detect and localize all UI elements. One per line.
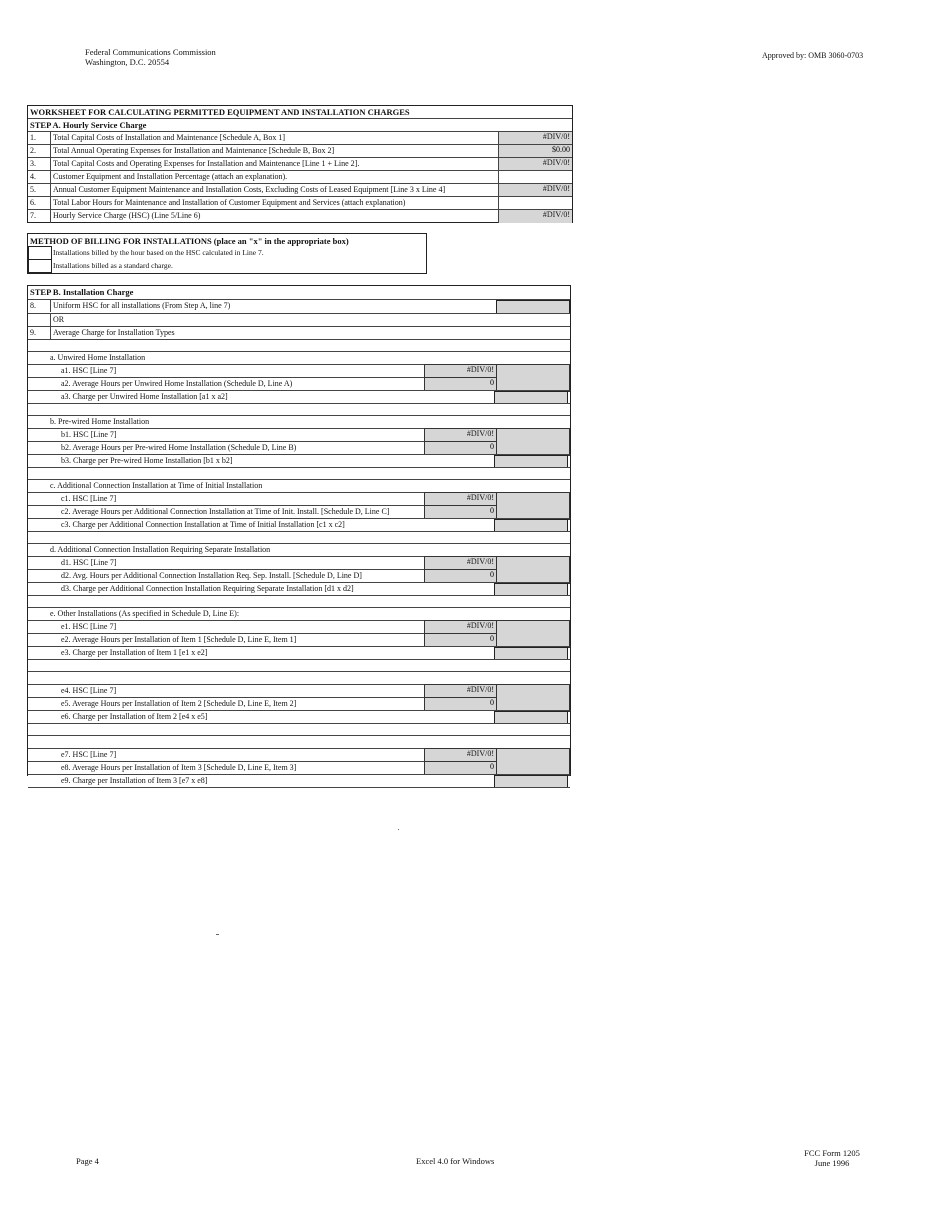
row-divider (28, 582, 570, 583)
row-divider (28, 595, 570, 596)
step-a-line-text: Total Annual Operating Expenses for Installation and Maintenance [Schedule B, Box 2] (53, 146, 335, 155)
charge-row-label: b3. Charge per Pre-wired Home Installation [b1 x b2] (61, 456, 233, 465)
hours-value-cell[interactable] (424, 505, 497, 519)
section-divider (28, 607, 570, 608)
section-divider (28, 351, 570, 352)
step-a-line-number: 2. (30, 146, 36, 155)
step-a-row (28, 183, 572, 197)
hours-value: 0 (490, 378, 494, 387)
step-a-title-row (28, 118, 572, 131)
scan-speck (398, 829, 399, 830)
hsc-value: #DIV/0! (466, 557, 494, 566)
software-label: Excel 4.0 for Windows (416, 1156, 495, 1166)
step-a-line-text: Total Capital Costs of Installation and Maintenance [Schedule A, Box 1] (53, 133, 286, 142)
step-a-line-number: 4. (30, 172, 36, 181)
section-divider (28, 671, 570, 672)
hsc-value: #DIV/0! (466, 685, 494, 694)
hsc-row-label: a1. HSC [Line 7] (61, 366, 117, 375)
hours-value: 0 (490, 698, 494, 707)
agency-address: Washington, D.C. 20554 (85, 57, 170, 67)
hours-value-cell[interactable] (424, 633, 497, 647)
hours-value-cell[interactable] (424, 441, 497, 455)
step-a-line-text: Total Capital Costs and Operating Expenses for Installation and Maintenance [Line 1 + Line 2]. (53, 159, 360, 168)
step-a-line-number: 6. (30, 198, 36, 207)
row-divider (28, 723, 570, 724)
hsc-row-label: e4. HSC [Line 7] (61, 686, 117, 695)
step-a-value: #DIV/0! (542, 210, 570, 219)
step-a-line-text: Customer Equipment and Installation Percentage (attach an explanation). (53, 172, 288, 181)
row-divider (28, 531, 570, 532)
hsc-row-label: d1. HSC [Line 7] (61, 558, 117, 567)
step-a-row (28, 144, 572, 158)
row-divider (28, 697, 424, 698)
hours-value-cell[interactable] (424, 569, 497, 583)
charge-row-label: e3. Charge per Installation of Item 1 [e1 x e2] (61, 648, 208, 657)
charge-row-label: c3. Charge per Additional Connection Installation at Time of Initial Installation [c1 x c2] (61, 520, 345, 529)
hours-value: 0 (490, 762, 494, 771)
hours-row-label: e8. Average Hours per Installation of Item 3 [Schedule D, Line E, Item 3] (61, 763, 297, 772)
step-a-row (28, 170, 572, 184)
step-a-line-text: Annual Customer Equipment Maintenance and Installation Costs, Excluding Costs of Leased Equipment [Line 3 x Line 4] (53, 185, 446, 194)
hsc-shaded-block (496, 364, 570, 392)
form-number: FCC Form 1205 (804, 1148, 860, 1158)
page-number: Page 4 (76, 1156, 99, 1166)
step-a-value: #DIV/0! (542, 158, 570, 167)
hsc-row-label: e1. HSC [Line 7] (61, 622, 117, 631)
line-8-num: 8. (30, 301, 36, 310)
step-a-row (28, 157, 572, 171)
section-divider (28, 415, 570, 416)
form-identifier (800, 1148, 864, 1168)
hsc-value-cell[interactable] (424, 556, 497, 570)
step-b-table (27, 285, 571, 785)
row-divider (28, 454, 570, 455)
charge-row-label: d3. Charge per Additional Connection Installation Requiring Separate Installation [d1 x d2] (61, 584, 354, 593)
step-a-value-cell[interactable] (498, 210, 572, 223)
section-divider (28, 543, 570, 544)
charge-row-label: a3. Charge per Unwired Home Installation [a1 x a2] (61, 392, 228, 401)
row-divider (28, 441, 424, 442)
step-a-line-text: Total Labor Hours for Maintenance and Installation of Customer Equipment and Services (attach explanation) (53, 198, 406, 207)
section-title: d. Additional Connection Installation Requiring Separate Installation (50, 545, 271, 554)
step-a-line-number: 5. (30, 185, 36, 194)
hours-row-label: d2. Avg. Hours per Additional Connection Installation Req. Sep. Install. [Schedule D, Line D] (61, 571, 362, 580)
hourly-billing-label: Installations billed by the hour based on the HSC calculated in Line 7. (53, 248, 264, 257)
hours-row-label: b2. Average Hours per Pre-wired Home Installation (Schedule D, Line B) (61, 443, 297, 452)
method-of-billing-box (27, 233, 427, 274)
agency-name: Federal Communications Commission (85, 47, 216, 57)
row-divider (28, 659, 570, 660)
form-date: June 1996 (814, 1158, 850, 1168)
section-title: b. Pre-wired Home Installation (50, 417, 150, 426)
row-divider (28, 390, 570, 391)
section-title: c. Additional Connection Installation at Time of Initial Installation (50, 481, 263, 490)
hsc-shaded-block (496, 620, 570, 648)
row-divider (28, 377, 424, 378)
line-9-num: 9. (30, 328, 36, 337)
hours-value: 0 (490, 570, 494, 579)
row-divider (28, 467, 570, 468)
hsc-shaded-block (496, 748, 570, 776)
standard-charge-label: Installations billed as a standard charge. (53, 261, 173, 270)
scan-speck (216, 934, 219, 935)
hsc-value-cell[interactable] (424, 428, 497, 442)
hours-value-cell[interactable] (424, 697, 497, 711)
standard-charge-checkbox[interactable] (28, 259, 52, 273)
step-a-line-number: 3. (30, 159, 36, 168)
hours-row-label: c2. Average Hours per Additional Connection Installation at Time of Init. Install. [Schedule D, Line C] (61, 507, 390, 516)
step-a-line-number: 1. (30, 133, 36, 142)
line-8-text: Uniform HSC for all installations (From Step A, line 7) (53, 301, 231, 310)
line-9-text: Average Charge for Installation Types (53, 328, 175, 337)
step-a-value: #DIV/0! (542, 132, 570, 141)
section-divider (28, 479, 570, 480)
hsc-shaded-block (496, 684, 570, 712)
step-a-row (28, 209, 572, 223)
hsc-value: #DIV/0! (466, 749, 494, 758)
section-divider (28, 735, 570, 736)
hours-value: 0 (490, 506, 494, 515)
omb-approval: Approved by: OMB 3060-0703 (762, 51, 864, 60)
hsc-value: #DIV/0! (466, 621, 494, 630)
charge-row-label: e9. Charge per Installation of Item 3 [e7 x e8] (61, 776, 208, 785)
agency-header (85, 47, 216, 67)
hours-row-label: e2. Average Hours per Installation of Item 1 [Schedule D, Line E, Item 1] (61, 635, 297, 644)
hours-value: 0 (490, 442, 494, 451)
hsc-shaded-block (496, 556, 570, 584)
step-a-row (28, 131, 572, 145)
row-divider (28, 569, 424, 570)
hours-row-label: e5. Average Hours per Installation of Item 2 [Schedule D, Line E, Item 2] (61, 699, 297, 708)
or-label: OR (53, 315, 65, 324)
hsc-value-cell[interactable] (424, 748, 497, 762)
step-a-title: STEP A. Hourly Service Charge (30, 120, 147, 130)
section-title: a. Unwired Home Installation (50, 353, 146, 362)
step-a-value: #DIV/0! (542, 184, 570, 193)
method-title: METHOD OF BILLING FOR INSTALLATIONS (place an "x" in the appropriate box) (30, 236, 349, 246)
section-title: e. Other Installations (As specified in Schedule D, Line E): (50, 609, 240, 618)
hsc-row-label: b1. HSC [Line 7] (61, 430, 117, 439)
hsc-shaded-block (496, 428, 570, 456)
hsc-value-cell[interactable] (424, 364, 497, 378)
row-divider (28, 761, 424, 762)
row-divider (28, 787, 570, 788)
uniform-hsc-value[interactable] (496, 300, 570, 314)
step-a-line-number: 7. (30, 211, 36, 220)
step-a-value: $0.00 (552, 145, 570, 154)
step-a-row (28, 196, 572, 210)
hsc-value-cell[interactable] (424, 684, 497, 698)
hsc-value: #DIV/0! (466, 493, 494, 502)
hsc-value: #DIV/0! (466, 365, 494, 374)
hourly-billing-checkbox[interactable] (28, 246, 52, 260)
charge-row-label: e6. Charge per Installation of Item 2 [e4 x e5] (61, 712, 208, 721)
hours-value-cell[interactable] (424, 761, 497, 775)
row-divider (28, 505, 424, 506)
row-divider (28, 774, 570, 775)
hours-value-cell[interactable] (424, 377, 497, 391)
hours-row-label: a2. Average Hours per Unwired Home Installation (Schedule D, Line A) (61, 379, 293, 388)
step-a-line-text: Hourly Service Charge (HSC) (Line 5/Line 6) (53, 211, 201, 220)
row-divider (28, 518, 570, 519)
row-divider (28, 646, 570, 647)
hsc-row-label: c1. HSC [Line 7] (61, 494, 117, 503)
hsc-shaded-block (496, 492, 570, 520)
step-b-title: STEP B. Installation Charge (30, 287, 134, 297)
hours-value: 0 (490, 634, 494, 643)
hsc-value-cell[interactable] (424, 492, 497, 506)
hsc-value-cell[interactable] (424, 620, 497, 634)
row-divider (28, 633, 424, 634)
step-a-table (27, 105, 573, 223)
worksheet-title: WORKSHEET FOR CALCULATING PERMITTED EQUIPMENT AND INSTALLATION CHARGES (30, 107, 410, 117)
row-divider (28, 710, 570, 711)
hsc-row-label: e7. HSC [Line 7] (61, 750, 117, 759)
hsc-value: #DIV/0! (466, 429, 494, 438)
row-divider (28, 403, 570, 404)
